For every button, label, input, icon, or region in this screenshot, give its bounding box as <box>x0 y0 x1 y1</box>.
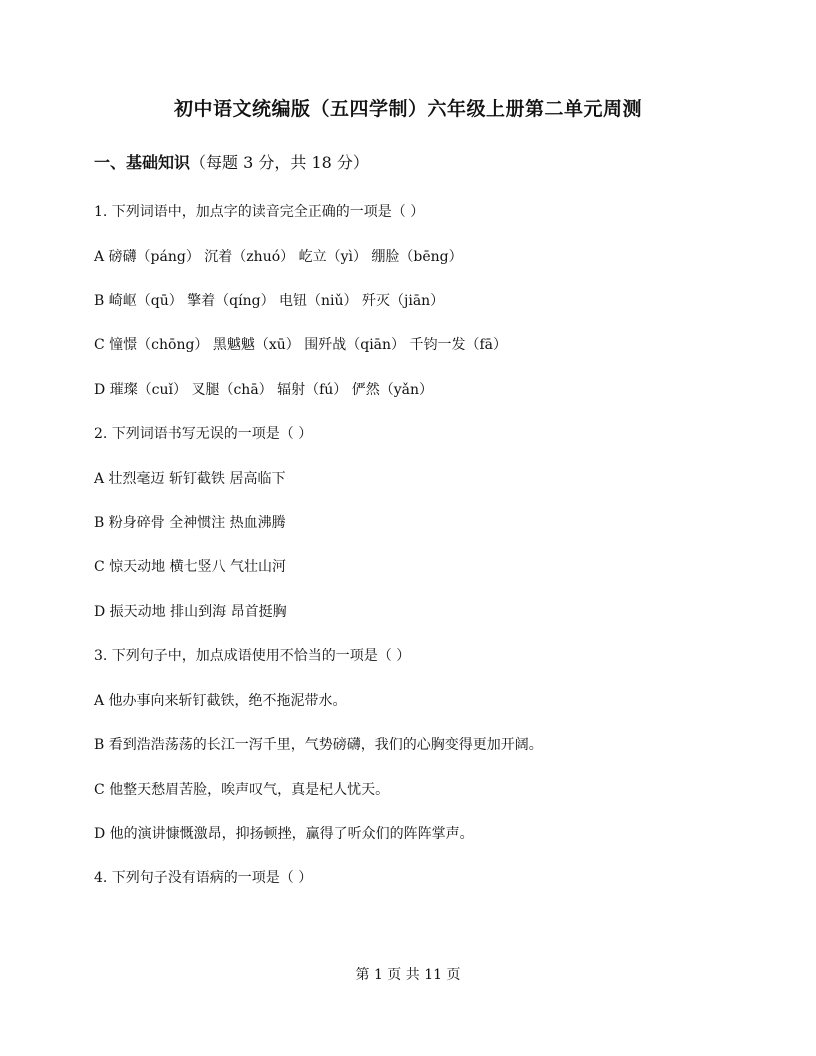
question-2-option-b: B 粉身碎骨 全神惯注 热血沸腾 <box>94 515 286 531</box>
question-1-option-b: B 崎岖（qū） 擎着（qíng） 电钮（niǔ） 歼灭（jiān） <box>94 293 445 309</box>
question-2-option-a: A 壮烈毫迈 斩钉截铁 居高临下 <box>94 471 286 487</box>
question-1-option-c: C 憧憬（chōng） 黑魆魆（xū） 围歼战（qiān） 千钧一发（fā） <box>94 337 508 353</box>
question-3-stem: 3. 下列句子中，加点成语使用不恰当的一项是（ ） <box>94 648 411 664</box>
section-heading-note: （每题 3 分，共 18 分） <box>190 153 369 172</box>
question-2-stem: 2. 下列词语书写无误的一项是（ ） <box>94 426 313 442</box>
question-2-option-c: C 惊天动地 横七竖八 气壮山河 <box>94 559 287 575</box>
question-2-option-d: D 振天动地 排山到海 昂首挺胸 <box>94 604 287 620</box>
document-title: 初中语文统编版（五四学制）六年级上册第二单元周测 <box>173 98 642 120</box>
question-4-stem: 4. 下列句子没有语病的一项是（ ） <box>94 870 313 886</box>
page-footer: 第 1 页 共 11 页 <box>355 967 461 983</box>
question-3-option-a: A 他办事向来斩钉截铁，绝不拖泥带水。 <box>94 693 347 709</box>
question-1-option-a: A 磅礴（páng） 沉着（zhuó） 屹立（yì） 绷脸（bēng） <box>94 249 463 265</box>
question-3-option-b: B 看到浩浩荡荡的长江一泻千里，气势磅礴，我们的心胸变得更加开阔。 <box>94 737 543 753</box>
section-heading <box>94 150 369 173</box>
question-1-option-d: D 璀璨（cuǐ） 叉腿（chā） 辐射（fú） 俨然（yǎn） <box>94 382 434 398</box>
question-3-option-d: D 他的演讲慷慨激昂，抑扬顿挫，赢得了听众们的阵阵掌声。 <box>94 826 474 842</box>
section-heading-label: 一、基础知识 <box>94 153 191 172</box>
question-1-stem: 1. 下列词语中，加点字的读音完全正确的一项是（ ） <box>94 204 425 220</box>
question-3-option-c: C 他整天愁眉苦脸，唉声叹气，真是杞人忧天。 <box>94 782 390 798</box>
